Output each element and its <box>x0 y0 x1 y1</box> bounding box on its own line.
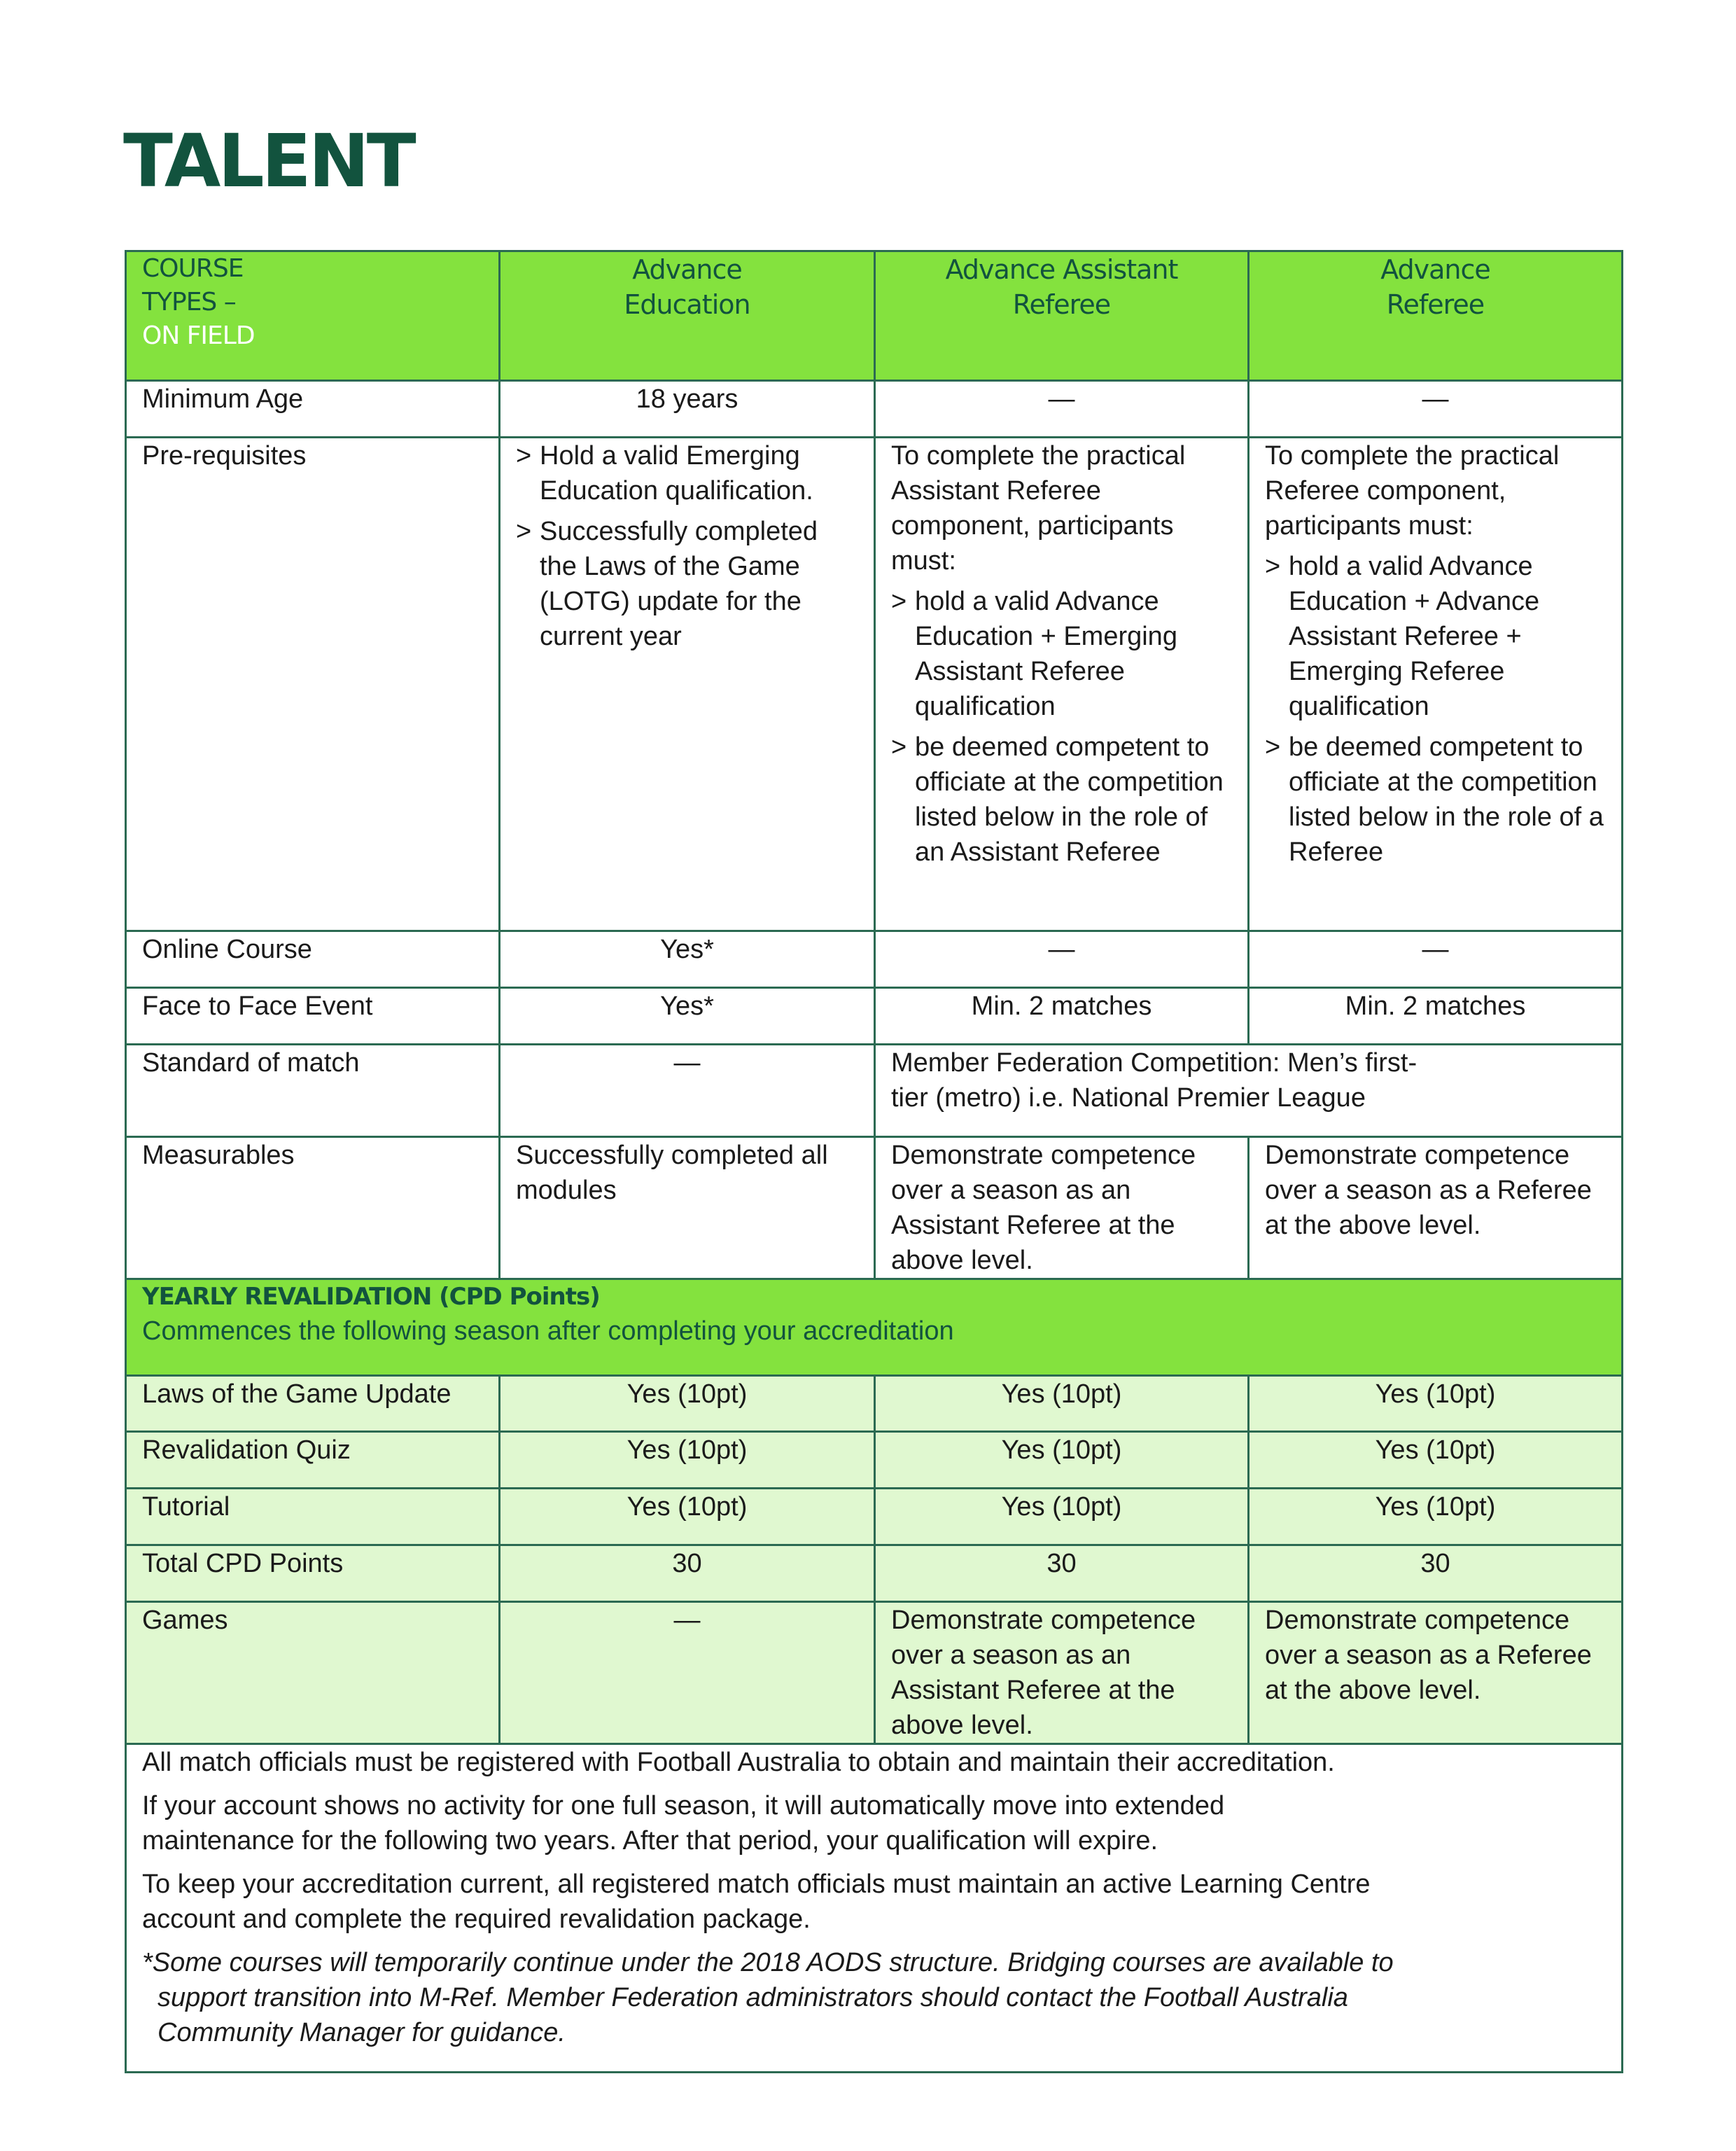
cell-value: — <box>1249 931 1623 988</box>
page-title: TALENT <box>123 118 414 204</box>
row-label: Minimum Age <box>126 381 500 438</box>
talent-course-table <box>125 250 1623 2073</box>
cell-prereq-advance-assistant-referee <box>875 438 1249 931</box>
note-registration: All match officials must be registered with Football Australia to obtain and maintain their accreditation. <box>142 1748 1335 1777</box>
section-subheading: Commences the following season after completing your accreditation <box>142 1316 954 1346</box>
bullet-item <box>1265 730 1606 870</box>
cell-value: 30 <box>500 1545 875 1602</box>
header-text: Referee <box>1012 289 1111 320</box>
cell-value: Demonstrate competence over a season as an Assistant Referee at the above level. <box>875 1137 1249 1279</box>
table-row-total-cpd <box>126 1545 1623 1602</box>
cell-value: Yes* <box>500 931 875 988</box>
prereq-intro: To complete the practical Referee component, participants must: <box>1265 441 1560 541</box>
header-on-field: ON FIELD <box>142 321 255 350</box>
chevron-right-icon: > <box>1265 732 1281 762</box>
bullet-item <box>516 514 858 654</box>
bullet-text: be deemed competent to officiate at the competition listed below in the role of a Referee <box>1289 732 1604 867</box>
header-course-line2: TYPES – <box>142 288 236 316</box>
header-text: Referee <box>1386 289 1485 320</box>
cell-value: 18 years <box>500 381 875 438</box>
table-row-prerequisites <box>126 438 1623 931</box>
section-header-cell <box>126 1279 1623 1376</box>
bullet-item <box>1265 549 1606 724</box>
bullet-item <box>891 584 1232 724</box>
cell-prereq-advance-referee <box>1249 438 1623 931</box>
note-learning-centre: To keep your accreditation current, all registered match officials must maintain an active Learning Centre account and complete the required revalidation package. <box>142 1870 1371 1934</box>
table-header-row <box>126 251 1623 381</box>
row-label: Revalidation Quiz <box>126 1432 500 1489</box>
table-row-standard-of-match <box>126 1045 1623 1137</box>
cell-value: Min. 2 matches <box>1249 988 1623 1045</box>
note-inactivity: If your account shows no activity for one full season, it will automatically move into extended maintenance for the following two years. After that period, your qualification will expire. <box>142 1791 1225 1856</box>
bullet-item <box>516 438 858 508</box>
cell-value: 30 <box>1249 1545 1623 1602</box>
cell-value: — <box>875 931 1249 988</box>
table-row-face-to-face <box>126 988 1623 1045</box>
cell-value: Yes (10pt) <box>500 1376 875 1432</box>
table-row-games <box>126 1602 1623 1744</box>
table-row-laws-update <box>126 1376 1623 1432</box>
notes-row <box>126 1744 1623 2073</box>
chevron-right-icon: > <box>891 732 907 762</box>
cell-value: — <box>875 381 1249 438</box>
cell-value: Yes (10pt) <box>875 1432 1249 1489</box>
row-label: Tutorial <box>126 1489 500 1545</box>
header-advance-education <box>500 251 875 381</box>
cell-prereq-advance-education <box>500 438 875 931</box>
bullet-text: be deemed competent to officiate at the competition listed below in the role of an Assistant Referee <box>915 732 1224 867</box>
cell-value: — <box>1249 381 1623 438</box>
row-label: Standard of match <box>126 1045 500 1137</box>
cell-value: Min. 2 matches <box>875 988 1249 1045</box>
cell-value: Demonstrate competence over a season as an Assistant Referee at the above level. <box>875 1602 1249 1744</box>
cell-value: Yes (10pt) <box>1249 1489 1623 1545</box>
cell-merged-standard: Member Federation Competition: Men’s first-tier (metro) i.e. National Premier League <box>875 1045 1623 1137</box>
row-label: Laws of the Game Update <box>126 1376 500 1432</box>
section-heading: YEARLY REVALIDATION (CPD Points) <box>142 1283 600 1311</box>
cell-value: Yes (10pt) <box>1249 1432 1623 1489</box>
header-text: Advance Assistant <box>945 254 1178 285</box>
header-advance-assistant-referee <box>875 251 1249 381</box>
cell-value: Yes (10pt) <box>500 1432 875 1489</box>
note-footnote: *Some courses will temporarily continue under the 2018 AODS structure. Bridging courses are available to support transition into M-Ref. Member Federation administrators should contact the Football Australia Community Manager for guidance. <box>142 1948 1394 2047</box>
row-label: Face to Face Event <box>126 988 500 1045</box>
cell-value: Yes (10pt) <box>500 1489 875 1545</box>
chevron-right-icon: > <box>891 587 907 616</box>
bullet-item <box>891 730 1232 870</box>
cell-value: 30 <box>875 1545 1249 1602</box>
row-label: Online Course <box>126 931 500 988</box>
header-course-types <box>126 251 500 381</box>
cell-value: Demonstrate competence over a season as a Referee at the above level. <box>1249 1137 1623 1279</box>
chevron-right-icon: > <box>516 517 532 546</box>
notes-cell <box>126 1744 1623 2073</box>
cell-value: — <box>500 1045 875 1137</box>
row-label: Pre-requisites <box>126 438 500 931</box>
table-row-online-course <box>126 931 1623 988</box>
header-advance-referee <box>1249 251 1623 381</box>
bullet-text: Hold a valid Emerging Education qualification. <box>540 441 813 506</box>
cell-value: Demonstrate competence over a season as a Referee at the above level. <box>1249 1602 1623 1744</box>
cell-value: Yes (10pt) <box>875 1489 1249 1545</box>
chevron-right-icon: > <box>516 441 532 471</box>
row-label: Total CPD Points <box>126 1545 500 1602</box>
cell-value: Yes (10pt) <box>1249 1376 1623 1432</box>
table-row-revalidation-quiz <box>126 1432 1623 1489</box>
row-label: Games <box>126 1602 500 1744</box>
header-text: Advance <box>632 254 742 285</box>
header-text: Education <box>624 289 750 320</box>
prereq-intro: To complete the practical Assistant Referee component, participants must: <box>891 441 1186 576</box>
section-header-yearly-revalidation <box>126 1279 1623 1376</box>
cell-value: Yes (10pt) <box>875 1376 1249 1432</box>
bullet-text: hold a valid Advance Education + Advance Assistant Referee + Emerging Referee qualification <box>1289 552 1540 721</box>
header-course-line1: COURSE <box>142 254 244 283</box>
bullet-text: hold a valid Advance Education + Emerging Assistant Referee qualification <box>915 587 1177 721</box>
bullet-text: Successfully completed the Laws of the Game (LOTG) update for the current year <box>540 517 818 651</box>
row-label: Measurables <box>126 1137 500 1279</box>
table-row-tutorial <box>126 1489 1623 1545</box>
table-row-minimum-age <box>126 381 1623 438</box>
chevron-right-icon: > <box>1265 552 1281 581</box>
cell-value: — <box>500 1602 875 1744</box>
cell-value: Successfully completed all modules <box>500 1137 875 1279</box>
table-row-measurables <box>126 1137 1623 1279</box>
cell-value: Yes* <box>500 988 875 1045</box>
header-text: Advance <box>1380 254 1490 285</box>
